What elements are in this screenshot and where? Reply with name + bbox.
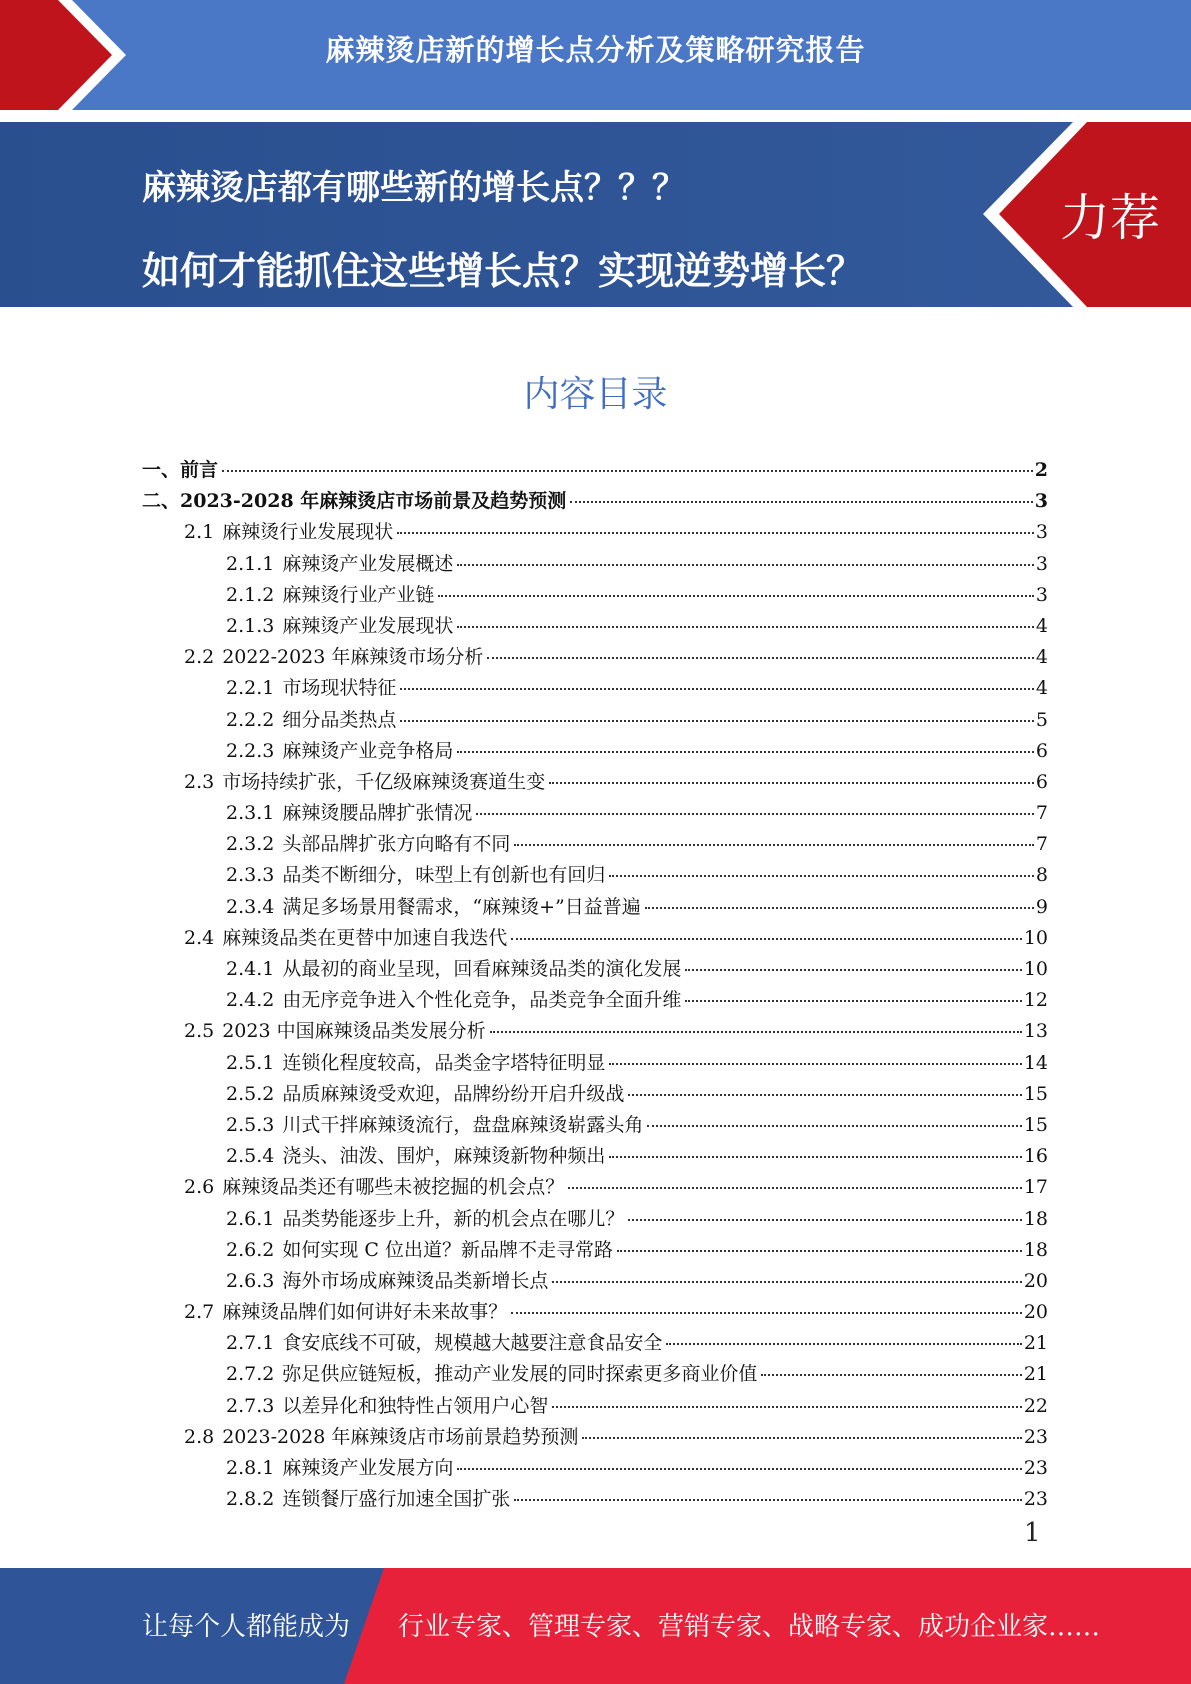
toc-entry-page: 23 bbox=[1023, 1425, 1048, 1448]
toc-entry-page: 7 bbox=[1035, 833, 1048, 856]
toc-entry-title: 细分品类热点 bbox=[282, 708, 397, 731]
toc-entry[interactable] bbox=[142, 1359, 1048, 1390]
toc-leader-dots bbox=[552, 1406, 1021, 1408]
toc-leader-dots bbox=[609, 875, 1034, 877]
toc-entry-page: 15 bbox=[1023, 1082, 1048, 1105]
toc-entry-title: 麻辣烫腰品牌扩张情况 bbox=[282, 802, 473, 825]
toc-entry-number: 一、 bbox=[142, 459, 181, 481]
toc-entry-title: 麻辣烫产业发展方向 bbox=[282, 1457, 454, 1479]
toc-entry-page: 20 bbox=[1023, 1301, 1048, 1324]
toc-entry-page: 4 bbox=[1035, 677, 1048, 700]
toc-leader-dots bbox=[582, 1437, 1021, 1439]
toc-entry-title: 满足多场景用餐需求，“麻辣烫+”日益普遍 bbox=[282, 895, 641, 918]
toc-entry-page: 3 bbox=[1035, 583, 1048, 606]
toc-entry[interactable] bbox=[142, 1422, 1048, 1453]
toc-entry-number: 2.5 bbox=[184, 1020, 215, 1043]
toc-entry-title: 麻辣烫品牌们如何讲好未来故事？ bbox=[222, 1301, 508, 1324]
toc-leader-dots bbox=[570, 501, 1032, 503]
toc-entry-page: 3 bbox=[1035, 552, 1048, 575]
toc-entry-page: 7 bbox=[1035, 802, 1048, 825]
hero-band bbox=[0, 122, 1191, 307]
toc-entry-page: 5 bbox=[1035, 708, 1048, 731]
toc-entry-page: 15 bbox=[1023, 1113, 1048, 1136]
toc-entry[interactable] bbox=[142, 1297, 1048, 1328]
toc-entry-page: 22 bbox=[1023, 1394, 1048, 1417]
toc-entry[interactable] bbox=[142, 1172, 1048, 1203]
footer-slogan-right: 行业专家、管理专家、营销专家、战略专家、成功企业家…… bbox=[398, 1612, 1101, 1642]
toc-leader-dots bbox=[514, 1499, 1021, 1501]
toc-entry[interactable] bbox=[142, 1048, 1048, 1079]
toc-leader-dots bbox=[609, 1063, 1021, 1065]
toc-entry[interactable] bbox=[142, 954, 1048, 985]
toc-entry[interactable] bbox=[142, 673, 1048, 704]
toc-leader-dots bbox=[457, 1468, 1021, 1470]
toc-leader-dots bbox=[457, 751, 1034, 753]
hero-question-1: 麻辣烫店都有哪些新的增长点？？？ bbox=[142, 168, 686, 208]
toc-entry[interactable] bbox=[142, 1079, 1048, 1110]
toc-entry[interactable] bbox=[142, 580, 1048, 611]
toc-entry[interactable] bbox=[142, 1328, 1048, 1359]
toc-entry-number: 2.8 bbox=[184, 1425, 215, 1448]
report-title: 麻辣烫店新的增长点分析及策略研究报告 bbox=[325, 33, 866, 67]
toc-entry-page: 3 bbox=[1035, 521, 1048, 544]
toc-entry-number: 2.2.2 bbox=[226, 708, 275, 731]
toc-entry-page: 13 bbox=[1023, 1020, 1048, 1043]
toc-entry-page: 16 bbox=[1023, 1145, 1048, 1168]
toc-leader-dots bbox=[628, 1094, 1021, 1096]
toc-entry-number: 2.5.3 bbox=[226, 1113, 275, 1136]
toc-entry-number: 2.1.2 bbox=[226, 583, 275, 606]
toc-entry-number: 2.4.1 bbox=[226, 958, 275, 980]
hero-question-2: 如何才能抓住这些增长点？实现逆势增长？ bbox=[142, 249, 865, 293]
toc-leader-dots bbox=[438, 595, 1034, 597]
toc-entry[interactable] bbox=[142, 1453, 1048, 1484]
toc-entry-number: 2.2 bbox=[184, 646, 215, 669]
toc-entry-title: 麻辣烫品类还有哪些未被挖掘的机会点？ bbox=[222, 1176, 565, 1199]
toc-entry-title: 连锁餐厅盛行加速全国扩张 bbox=[282, 1488, 511, 1511]
toc-entry-number: 2.1.3 bbox=[226, 614, 275, 637]
toc-entry-number: 2.3.1 bbox=[226, 802, 275, 825]
divider bbox=[0, 110, 1191, 122]
toc-entry-title: 麻辣烫产业竞争格局 bbox=[282, 739, 454, 762]
toc-entry[interactable] bbox=[142, 1016, 1048, 1047]
toc-entry-number: 2.6 bbox=[184, 1176, 215, 1199]
toc-leader-dots bbox=[568, 1187, 1022, 1189]
toc-entry[interactable] bbox=[142, 985, 1048, 1016]
toc-entry-page: 14 bbox=[1023, 1051, 1048, 1074]
toc-entry-title: 川式干拌麻辣烫流行，盘盘麻辣烫崭露头角 bbox=[282, 1113, 644, 1136]
toc-entry-page: 18 bbox=[1023, 1207, 1048, 1230]
toc-entry-page: 2 bbox=[1034, 459, 1048, 481]
toc-entry-title: 麻辣烫行业发展现状 bbox=[222, 521, 394, 544]
toc-entry[interactable] bbox=[142, 455, 1048, 486]
toc-leader-dots bbox=[609, 1156, 1021, 1158]
toc-entry-title: 麻辣烫行业产业链 bbox=[282, 583, 435, 606]
page-number: 1 bbox=[1024, 1518, 1041, 1548]
toc-entry-number: 2.1 bbox=[184, 521, 215, 544]
toc-entry-number: 2.2.1 bbox=[226, 677, 275, 700]
toc-entry-page: 17 bbox=[1023, 1176, 1048, 1199]
toc-leader-dots bbox=[457, 626, 1034, 628]
toc-entry-number: 2.3.2 bbox=[226, 833, 275, 856]
toc-entry-title: 食安底线不可破，规模越大越要注意食品安全 bbox=[282, 1332, 663, 1355]
toc-entry-number: 2.2.3 bbox=[226, 739, 275, 762]
toc-entry-title: 麻辣烫产业发展概述 bbox=[282, 552, 454, 575]
toc-entry[interactable] bbox=[142, 1141, 1048, 1172]
toc-entry-number: 2.3 bbox=[184, 770, 215, 793]
toc-leader-dots bbox=[647, 1125, 1021, 1127]
toc-entry-title: 品类势能逐步上升，新的机会点在哪儿？ bbox=[282, 1207, 625, 1230]
footer-slogan-left: 让每个人都能成为 bbox=[142, 1612, 351, 1642]
toc-entry-title: 由无序竞争进入个性化竞争，品类竞争全面升维 bbox=[282, 989, 682, 1012]
toc-entry-page: 4 bbox=[1035, 646, 1048, 669]
toc-entry-number: 2.8.1 bbox=[226, 1457, 275, 1479]
header-band bbox=[0, 0, 1191, 110]
toc-leader-dots bbox=[514, 844, 1034, 846]
toc-entry[interactable] bbox=[142, 1235, 1048, 1266]
toc-leader-dots bbox=[222, 470, 1033, 472]
toc-leader-dots bbox=[666, 1343, 1021, 1345]
toc-entry-title: 市场持续扩张，千亿级麻辣烫赛道生变 bbox=[222, 770, 546, 793]
toc-entry-number: 2.4.2 bbox=[226, 989, 275, 1012]
toc-leader-dots bbox=[628, 1219, 1021, 1221]
toc-entry-page: 8 bbox=[1035, 864, 1048, 887]
toc-entry-title: 2023 中国麻辣烫品类发展分析 bbox=[222, 1020, 486, 1043]
toc-leader-dots bbox=[490, 1031, 1022, 1033]
toc-leader-dots bbox=[487, 657, 1034, 659]
toc-entry-title: 从最初的商业呈现，回看麻辣烫品类的演化发展 bbox=[282, 958, 682, 980]
toc-leader-dots bbox=[761, 1374, 1021, 1376]
toc-entry[interactable] bbox=[142, 1484, 1048, 1515]
toc-entry-page: 21 bbox=[1023, 1363, 1048, 1386]
toc-entry-title: 麻辣烫产业发展现状 bbox=[282, 614, 454, 637]
toc-entry[interactable] bbox=[142, 860, 1048, 891]
toc-entry-number: 2.7 bbox=[184, 1301, 215, 1324]
toc-leader-dots bbox=[549, 782, 1034, 784]
recommend-badge: 力荐 bbox=[1060, 189, 1160, 247]
toc-entry-page: 9 bbox=[1035, 895, 1048, 918]
toc-leader-dots bbox=[685, 1000, 1021, 1002]
toc-leader-dots bbox=[511, 1312, 1022, 1314]
toc-entry[interactable] bbox=[142, 798, 1048, 829]
toc-entry-page: 18 bbox=[1023, 1238, 1048, 1261]
toc-entry-number: 2.6.1 bbox=[226, 1207, 275, 1230]
toc-entry[interactable] bbox=[142, 923, 1048, 954]
toc-entry-title: 头部品牌扩张方向略有不同 bbox=[282, 833, 511, 856]
toc-entry[interactable] bbox=[142, 549, 1048, 580]
toc-entry[interactable] bbox=[142, 1391, 1048, 1422]
toc-entry-title: 品类不断细分，味型上有创新也有回归 bbox=[282, 864, 606, 887]
toc-entry-number: 2.6.3 bbox=[226, 1269, 275, 1292]
toc-entry-title: 品质麻辣烫受欢迎，品牌纷纷开启升级战 bbox=[282, 1082, 625, 1105]
toc-entry-title: 海外市场成麻辣烫品类新增长点 bbox=[282, 1269, 549, 1292]
toc-entry[interactable] bbox=[142, 642, 1048, 673]
toc-entry-number: 二、 bbox=[142, 490, 181, 513]
toc-entry-page: 6 bbox=[1035, 739, 1048, 762]
toc-leader-dots bbox=[457, 564, 1034, 566]
toc-leader-dots bbox=[397, 532, 1034, 534]
toc-entry-title: 以差异化和独特性占领用户心智 bbox=[282, 1394, 549, 1417]
toc-entry-number: 2.7.3 bbox=[226, 1394, 275, 1417]
toc-entry[interactable] bbox=[142, 892, 1048, 923]
toc-entry-page: 6 bbox=[1035, 770, 1048, 793]
toc-entry[interactable] bbox=[142, 1266, 1048, 1297]
toc-entry[interactable] bbox=[142, 829, 1048, 860]
toc-entry[interactable] bbox=[142, 736, 1048, 767]
toc-entry-title: 浇头、油泼、围炉，麻辣烫新物种频出 bbox=[282, 1145, 606, 1168]
toc-leader-dots bbox=[400, 720, 1034, 722]
toc-entry-title: 如何实现 C 位出道？新品牌不走寻常路 bbox=[282, 1238, 613, 1261]
toc-entry-number: 2.8.2 bbox=[226, 1488, 275, 1511]
toc-entry[interactable] bbox=[142, 767, 1048, 798]
toc-entry-title: 市场现状特征 bbox=[282, 677, 397, 700]
toc-leader-dots bbox=[511, 938, 1022, 940]
toc-entry-page: 4 bbox=[1035, 614, 1048, 637]
toc-entry-number: 2.1.1 bbox=[226, 552, 275, 575]
toc-entry-title: 2023-2028 年麻辣烫店市场前景及趋势预测 bbox=[180, 490, 567, 513]
toc-entry-number: 2.5.2 bbox=[226, 1082, 275, 1105]
toc-leader-dots bbox=[400, 688, 1034, 690]
toc-entry-number: 2.3.3 bbox=[226, 864, 275, 887]
toc-entry-title: 前言 bbox=[180, 459, 219, 481]
toc-leader-dots bbox=[617, 1250, 1022, 1252]
toc-leader-dots bbox=[645, 907, 1034, 909]
toc-entry-page: 23 bbox=[1023, 1488, 1048, 1511]
toc-entry[interactable] bbox=[142, 1204, 1048, 1235]
toc-leader-dots bbox=[685, 969, 1021, 971]
toc-entry-page: 20 bbox=[1023, 1269, 1048, 1292]
toc-entry-number: 2.7.1 bbox=[226, 1332, 275, 1355]
toc-entry-page: 21 bbox=[1023, 1332, 1048, 1355]
toc-entry-number: 2.4 bbox=[184, 926, 215, 949]
toc-entry-title: 麻辣烫品类在更替中加速自我迭代 bbox=[222, 926, 508, 949]
toc-entry-number: 2.5.1 bbox=[226, 1051, 275, 1074]
toc-entry-title: 连锁化程度较高，品类金字塔特征明显 bbox=[282, 1051, 606, 1074]
toc-entry[interactable] bbox=[142, 611, 1048, 642]
footer-band bbox=[0, 1568, 1191, 1684]
toc-entry-page: 10 bbox=[1023, 926, 1048, 949]
toc-heading: 内容目录 bbox=[523, 374, 668, 415]
toc-entry[interactable] bbox=[142, 705, 1048, 736]
toc-entry-page: 12 bbox=[1023, 989, 1048, 1012]
toc-leader-dots bbox=[552, 1281, 1021, 1283]
toc-entry-title: 2022-2023 年麻辣烫市场分析 bbox=[222, 646, 484, 669]
toc-entry[interactable] bbox=[142, 517, 1048, 548]
toc-entry-number: 2.6.2 bbox=[226, 1238, 275, 1261]
toc-entry-title: 2023-2028 年麻辣烫店市场前景趋势预测 bbox=[222, 1425, 579, 1448]
toc-entry-page: 10 bbox=[1023, 958, 1048, 980]
toc-entry-number: 2.5.4 bbox=[226, 1145, 275, 1168]
toc-leader-dots bbox=[476, 813, 1034, 815]
toc-entry-page: 23 bbox=[1023, 1457, 1048, 1479]
toc-entry-number: 2.7.2 bbox=[226, 1363, 275, 1386]
toc-entry-title: 弥足供应链短板，推动产业发展的同时探索更多商业价值 bbox=[282, 1363, 758, 1386]
toc-entry[interactable] bbox=[142, 1110, 1048, 1141]
toc-entry-page: 3 bbox=[1034, 490, 1048, 513]
toc-entry[interactable] bbox=[142, 486, 1048, 517]
toc-entry-number: 2.3.4 bbox=[226, 895, 275, 918]
table-of-contents bbox=[142, 455, 1048, 1515]
